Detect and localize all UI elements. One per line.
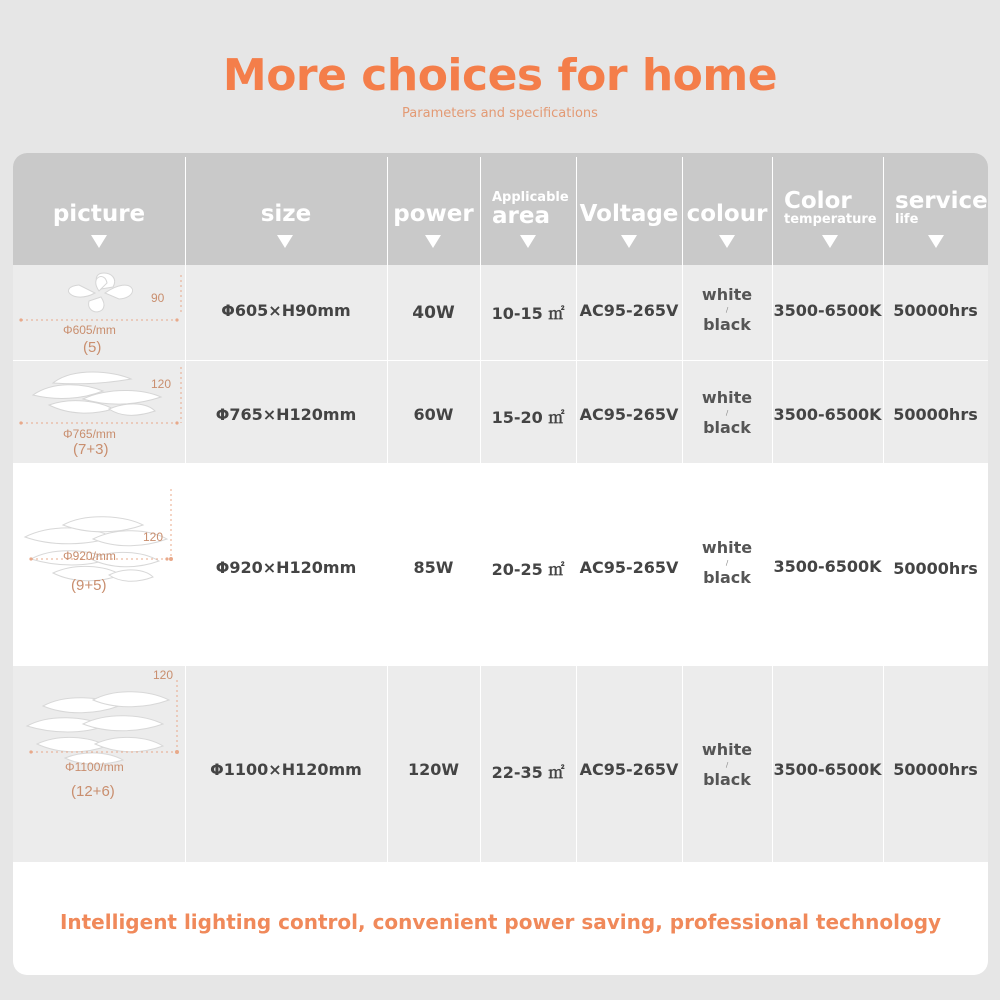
product-picture bbox=[13, 265, 185, 360]
arrow-down-icon bbox=[425, 235, 441, 248]
color-temperature-value: 3500-6500K bbox=[773, 760, 882, 779]
power-value: 120W bbox=[407, 760, 460, 779]
product-picture bbox=[13, 361, 185, 463]
size-value: Φ765×H120mm bbox=[215, 405, 357, 424]
size-value: Φ1100×H120mm bbox=[210, 760, 362, 779]
area-value: 10-15 ㎡ bbox=[491, 304, 565, 323]
height-label: 120 bbox=[153, 668, 174, 682]
size-value: Φ605×H90mm bbox=[221, 301, 351, 320]
color-temperature-value: 3500-6500K bbox=[773, 557, 882, 576]
color-temperature-value: 3500-6500K bbox=[773, 405, 882, 424]
arrow-down-icon bbox=[520, 235, 536, 248]
arrow-down-icon bbox=[621, 235, 637, 248]
colour-value: white / black bbox=[701, 740, 753, 789]
voltage-value: AC95-265V bbox=[579, 760, 679, 779]
area-value: 20-25 ㎡ bbox=[491, 560, 565, 579]
header-service-life: service life bbox=[883, 153, 988, 265]
light-count-label: (5) bbox=[83, 339, 102, 356]
arrow-down-icon bbox=[277, 235, 293, 248]
voltage-value: AC95-265V bbox=[579, 405, 679, 424]
header-size: size bbox=[185, 153, 387, 265]
service-life-value: 50000hrs bbox=[893, 559, 978, 578]
page-title: More choices for home bbox=[222, 50, 778, 101]
chandelier-image bbox=[13, 463, 185, 666]
product-picture bbox=[13, 666, 185, 862]
header-area: Applicable area bbox=[480, 153, 576, 265]
header-picture: picture bbox=[13, 153, 185, 265]
area-value: 22-35 ㎡ bbox=[491, 763, 565, 782]
voltage-value: AC95-265V bbox=[579, 558, 679, 577]
footer-tagline: Intelligent lighting control, convenient power saving, professional technology bbox=[59, 910, 942, 934]
header-color-temperature: Color temperature bbox=[772, 153, 883, 265]
product-picture bbox=[13, 463, 185, 666]
service-life-value: 50000hrs bbox=[893, 301, 978, 320]
service-life-value: 50000hrs bbox=[893, 760, 978, 779]
power-value: 60W bbox=[413, 405, 454, 424]
arrow-down-icon bbox=[822, 235, 838, 248]
arrow-down-icon bbox=[91, 235, 107, 248]
height-label-value: 120 bbox=[143, 530, 164, 544]
colour-value: white / black bbox=[701, 538, 753, 587]
header-colour: colour bbox=[682, 153, 772, 265]
diameter-label: Φ765/mm bbox=[63, 427, 116, 441]
service-life-value: 50000hrs bbox=[893, 405, 978, 424]
height-label: 120 bbox=[151, 377, 172, 391]
page-subtitle: Parameters and specifications bbox=[402, 106, 598, 121]
header-power: power bbox=[387, 153, 480, 265]
power-value: 40W bbox=[412, 303, 455, 323]
spec-table-card bbox=[13, 153, 988, 975]
diameter-label: Φ605/mm bbox=[63, 323, 116, 337]
size-value: Φ920×H120mm bbox=[215, 558, 357, 577]
diameter-label: Φ920/mm bbox=[63, 549, 116, 563]
header-voltage: Voltage bbox=[576, 153, 682, 265]
arrow-down-icon bbox=[719, 235, 735, 248]
arrow-down-icon bbox=[928, 235, 944, 248]
light-count-label: (9+5) bbox=[71, 577, 107, 594]
height-label: 90 bbox=[151, 291, 165, 305]
area-value: 15-20 ㎡ bbox=[491, 408, 565, 427]
light-count-label: (12+6) bbox=[71, 783, 115, 800]
color-temperature-value: 3500-6500K bbox=[773, 301, 882, 320]
colour-value: white / black bbox=[701, 285, 753, 334]
colour-value: white / black bbox=[701, 388, 753, 437]
light-count-label: (7+3) bbox=[73, 441, 109, 458]
voltage-value: AC95-265V bbox=[579, 301, 679, 320]
power-value: 85W bbox=[413, 558, 454, 577]
diameter-label: Φ1100/mm bbox=[65, 760, 124, 774]
